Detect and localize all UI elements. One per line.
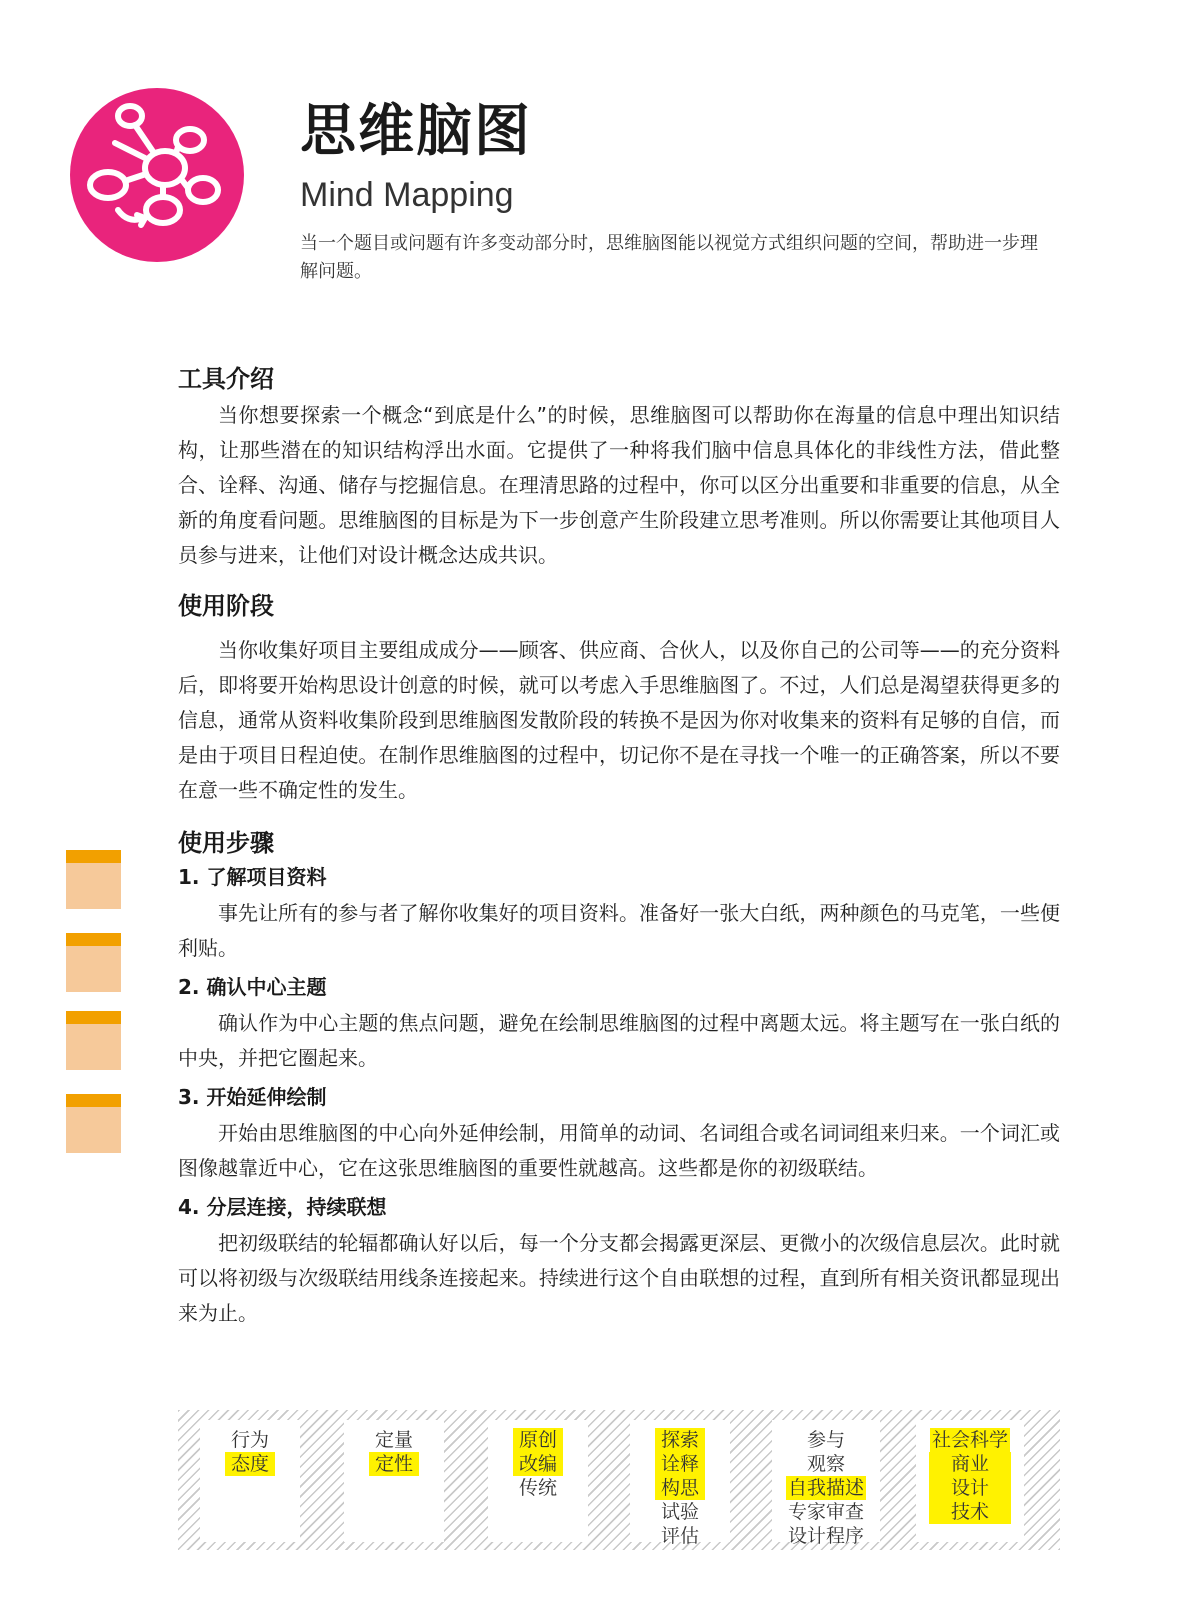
tag-label: 设计程序 <box>787 1525 864 1547</box>
mind-map-icon <box>70 88 244 262</box>
tag-cell-originality <box>488 1420 588 1542</box>
tag-label: 评估 <box>660 1525 699 1547</box>
tag-label: 行为 <box>230 1429 269 1451</box>
step-tab-3 <box>66 1011 121 1070</box>
tag-cell-quantity <box>344 1420 444 1542</box>
tag-label: 传统 <box>518 1477 557 1499</box>
section-body: 当你想要探索一个概念“到底是什么”的时候，思维脑图可以帮助你在海量的信息中理出知识结构，让那些潜在的知识结构浮出水面。它提供了一种将我们脑中信息具体化的非线性方法，借此整合、诠释、沟通、储存与挖掘信息。在理清思路的过程中，你可以区分出重要和非重要的信息，从全新的角度看问题。思维脑图的目标是为下一步创意产生阶段建立思考准则。所以你需要让其他项目人员参与进来，让他们对设计概念达成共识。 <box>178 403 1060 567</box>
tag-cell-behavior <box>200 1420 300 1542</box>
step-body: 开始由思维脑图的中心向外延伸绘制，用简单的动词、名词组合或名词词组来归来。一个词汇或图像越靠近中心，它在这张思维脑图的重要性就越高。这些都是你的初级联结。 <box>178 1121 1060 1180</box>
step-body: 事先让所有的参与者了解你收集好的项目资料。准备好一张大白纸，两种颜色的马克笔，一些便利贴。 <box>178 901 1060 960</box>
step-title: 1. 了解项目资料 <box>178 865 327 889</box>
section-heading: 使用步骤 <box>178 829 274 857</box>
section-tool-intro <box>178 364 1060 573</box>
tag-label-highlighted: 社会科学 <box>931 1429 1008 1451</box>
tag-label-highlighted: 诠释 <box>655 1452 705 1476</box>
tag-label-highlighted: 自我描述 <box>787 1477 864 1499</box>
tag-label-highlighted: 设计 <box>929 1476 1011 1500</box>
section-body: 当你收集好项目主要组成成分——顾客、供应商、合伙人，以及你自己的公司等——的充分资料后，即将要开始构思设计创意的时候，就可以考虑入手思维脑图了。不过，人们总是渴望获得更多的信息，通常从资料收集阶段到思维脑图发散阶段的转换不是因为你对收集来的资料有足够的自信，而是由于项目日程迫使。在制作思维脑图的过程中，切记你不是在寻找一个唯一的正确答案，所以不要在意一些不确定性的发生。 <box>178 638 1060 802</box>
step-body: 确认作为中心主题的焦点问题，避免在绘制思维脑图的过程中离题太远。将主题写在一张白纸的中央，并把它圈起来。 <box>178 1011 1060 1070</box>
tag-label: 专家审查 <box>787 1501 864 1523</box>
tag-label-highlighted: 技术 <box>929 1500 1011 1524</box>
step-title: 4. 分层连接，持续联想 <box>178 1195 387 1219</box>
section-usage-stage <box>178 591 1060 808</box>
tag-label-highlighted: 定性 <box>369 1452 419 1476</box>
tag-cell-discipline <box>916 1420 1024 1542</box>
step-body: 把初级联结的轮辐都确认好以后，每一个分支都会揭露更深层、更微小的次级信息层次。此时就可以将初级与次级联结用线条连接起来。持续进行这个自由联想的过程，直到所有相关资讯都显现出来为止。 <box>178 1231 1060 1325</box>
main-content <box>178 364 1060 1331</box>
step-title: 2. 确认中心主题 <box>178 975 327 999</box>
tag-label-highlighted: 原创 <box>513 1428 563 1452</box>
step-title: 3. 开始延伸绘制 <box>178 1085 327 1109</box>
step-tab-2 <box>66 933 121 992</box>
tag-label: 定量 <box>374 1429 413 1451</box>
tag-label-highlighted: 改编 <box>513 1452 563 1476</box>
step-tab-4 <box>66 1094 121 1153</box>
section-usage-steps <box>178 828 1060 1331</box>
tag-label-highlighted: 构思 <box>655 1476 705 1500</box>
tag-cell-phase <box>630 1420 730 1547</box>
section-heading: 工具介绍 <box>178 365 274 393</box>
tag-label: 观察 <box>806 1453 845 1475</box>
step-tab-1 <box>66 850 121 909</box>
method-tag-strip <box>178 1410 1060 1550</box>
page-subtitle: Mind Mapping <box>300 176 514 214</box>
tag-label: 试验 <box>660 1501 699 1523</box>
section-heading: 使用阶段 <box>178 592 274 620</box>
tag-label-highlighted: 态度 <box>225 1452 275 1476</box>
tag-cell-method <box>772 1420 880 1547</box>
intro-text: 当一个题目或问题有许多变动部分时，思维脑图能以视觉方式组织问题的空间，帮助进一步理解问题。 <box>300 233 1038 282</box>
tag-label: 参与 <box>806 1429 845 1451</box>
page-title: 思维脑图 <box>300 99 532 164</box>
tag-label-highlighted: 商业 <box>929 1452 1011 1476</box>
tag-label-highlighted: 探索 <box>655 1428 705 1452</box>
